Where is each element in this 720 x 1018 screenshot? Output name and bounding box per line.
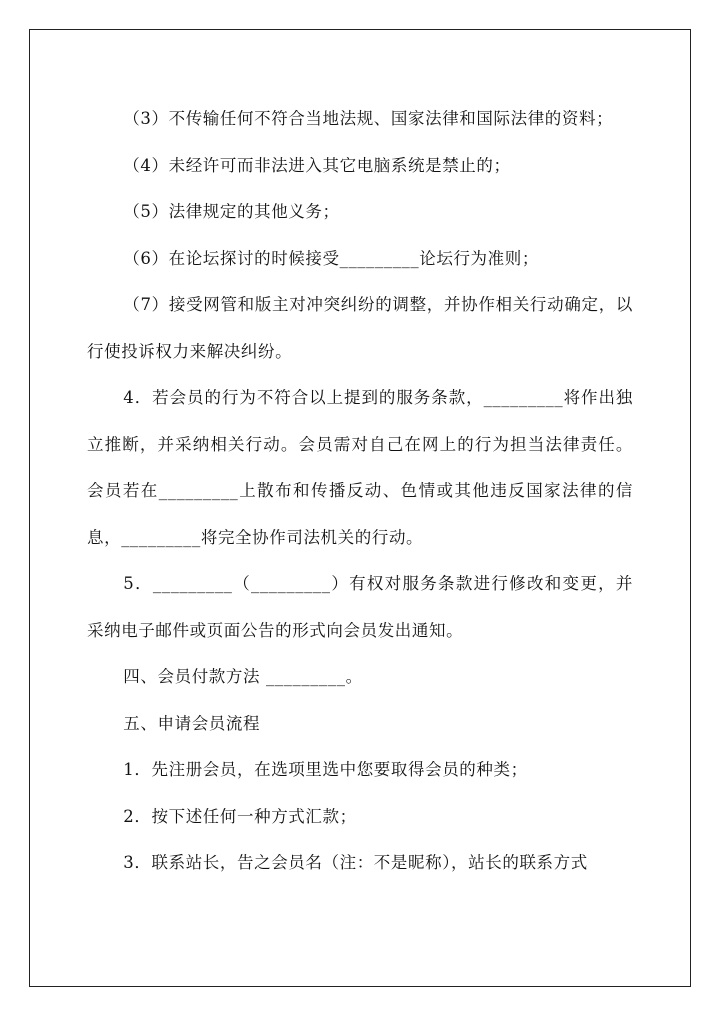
section-4-payment-method: 四、会员付款方法 _________。 [123, 667, 363, 686]
item-5-amendments: 5．_________（_________）有权对服务条款进行修改和变更，并采纳电子邮件或页面公告的形式向会员发出通知。 [87, 574, 633, 640]
clause-6: （6）在论坛探讨的时候接受_________论坛行为准则； [123, 248, 539, 268]
step-1-register: 1．先注册会员，在选项里选中您要取得会员的种类； [123, 760, 528, 779]
section-5-heading: 五、申请会员流程 [123, 713, 261, 733]
clause-4: （4）未经许可而非法进入其它电脑系统是禁止的； [123, 155, 511, 175]
clause-7: （7）接受网管和版主对冲突纠纷的调整，并协作相关行动确定，以行使投诉权力来解决纠纷。 [87, 295, 633, 361]
step-3-contact: 3．联系站长，告之会员名（注：不是昵称），站长的联系方式 [123, 853, 588, 872]
clause-3: （3）不传输任何不符合当地法规、国家法律和国际法律的资料； [123, 109, 614, 128]
clause-5: （5）法律规定的其他义务； [123, 202, 340, 221]
step-2-remit: 2．按下述任何一种方式汇款； [123, 806, 357, 826]
item-4-violations: 4．若会员的行为不符合以上提到的服务条款，_________将作出独立推断，并采纳相关行动。会员需对自己在网上的行为担当法律责任。会员若在_________上散布和传播反动、色情或其他违反国家法律的信息，_________将完全协作司法机关的行动。 [87, 388, 633, 547]
document-body [87, 96, 633, 887]
